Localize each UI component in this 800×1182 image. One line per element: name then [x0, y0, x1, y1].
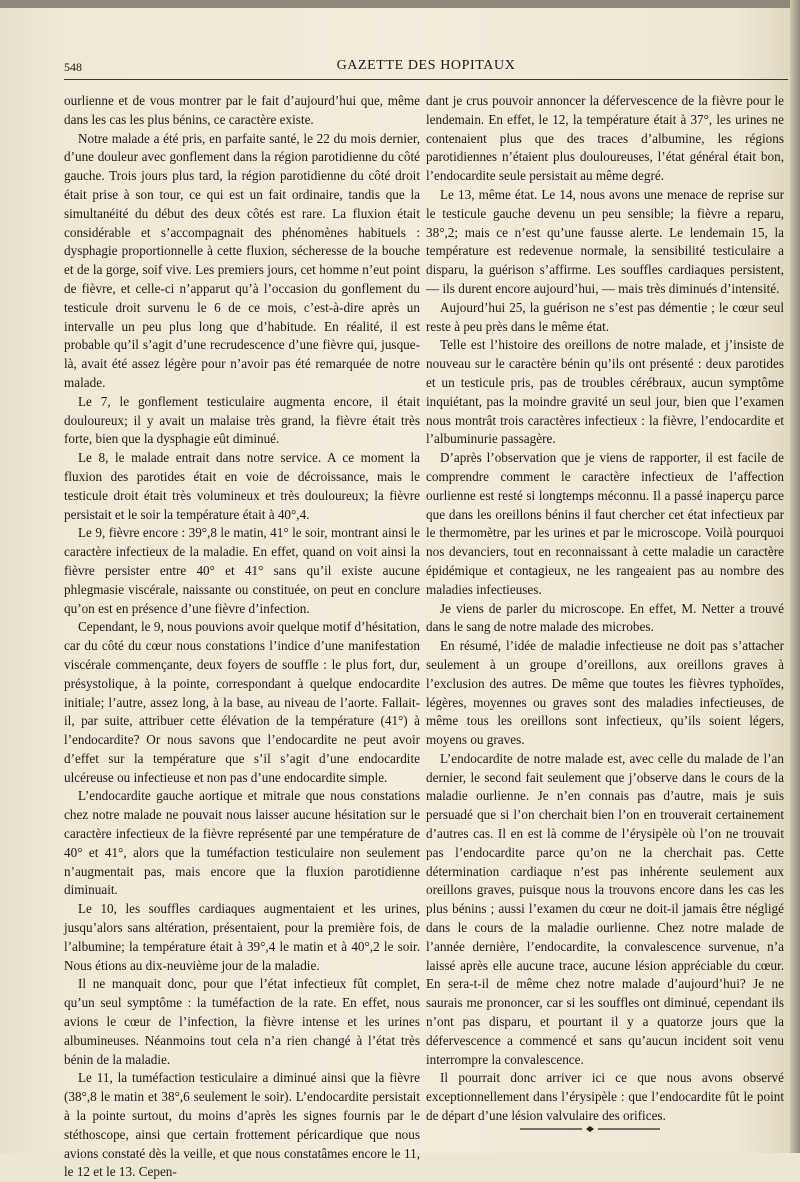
- paragraph: Le 8, le malade entrait dans notre service. A ce moment la fluxion des parotides était en voie de décroissance, mais le testicule droit était très volumineux et très douloureux; la fièvre persistait et le soir la température était à 40°,4.: [64, 450, 420, 522]
- paragraph: Il ne manquait donc, pour que l’état infectieux fût complet, qu’un seul symptôme : la tuméfaction de la rate. En effet, nous avions le cœur de l’infection, la fièvre intense et les urines albumineuses. Néanmoins tout cela n’a rien changé à l’état très bénin de la maladie.: [64, 976, 420, 1067]
- paragraph: Je viens de parler du microscope. En effet, M. Netter a trouvé dans le sang de notre malade des microbes.: [426, 600, 784, 635]
- paragraph: Le 11, la tuméfaction testiculaire a diminué ainsi que la fièvre (38°,8 le matin et 38°,6 seulement le soir). L’endocardite persistait à la pointe surtout, du moins d’après les signes fournis par le stéthoscope, ainsi que certain frottement péricardique que nous avions constaté dès la veille, et que nous constatâmes encore le 11, le 12 et le 13. Cepen-: [64, 1070, 420, 1180]
- left-column: [64, 92, 420, 1182]
- paragraph: En résumé, l’idée de maladie infectieuse ne doit pas s’attacher seulement à un groupe d’oreillons, aux oreillons graves à l’exclusion des autres. De même que toutes les fièvres typhoïdes, légères, moyennes ou graves sont des maladies infectieuses, de même tous les oreillons sont infectieux, qu’ils soient légers, moyens ou graves.: [426, 638, 784, 748]
- paragraph: L’endocardite de notre malade est, avec celle du malade de l’an dernier, le second fait seulement que j’observe dans le cours de la maladie ourlienne. Je n’en connais pas d’autre, mais je suis persuadé que si l’on cherchait bien l’on en trouverait certainement d’autres cas. Il en est là comme de l’érysipèle où l’on ne trouvait pas l’endocardite parce qu’on ne la cherchait pas. Cette détermination cardiaque n’est pas inhérente seulement aux oreillons graves, puisque nous la trouvons encore dans les cas les plus bénins ; aussi l’examen du cœur ne doit-il jamais être négligé dans le cours de la maladie ourlienne. Chez notre malade de l’année dernière, l’endocardite, la convalescence survenue, n’a laissé après elle aucune trace, aucune lésion appréciable du cœur. En sera-t-il de même chez notre malade d’aujourd’hui? Je ne saurais me prononcer, car si les souffles ont diminué, cependant ils n’ont pas disparu, et pourtant il y a quatorze jours que la défervescence a commencé et sans qu’aucun incident soit venu interrompre la convalescence.: [426, 750, 784, 1067]
- running-title: GAZETTE DES HOPITAUX: [336, 58, 516, 73]
- paragraph: ourlienne et de vous montrer par le fait d’aujourd’hui que, même dans les cas les plus bénins, ce caractère existe.: [64, 93, 420, 127]
- right-column: [426, 92, 784, 1126]
- end-ornament: [520, 1125, 660, 1133]
- paragraph: Notre malade a été pris, en parfaite santé, le 22 du mois dernier, d’une douleur avec gonflement dans la région parotidienne du côté gauche. Trois jours plus tard, la région parotidienne du côté droit était prise à son tour, ce qui est un fait ordinaire, tandis que la simultanéité du début des deux côtés est rare. La fluxion était considérable et s’accompagnait des phénomènes habituels : dysphagie proportionnelle à cette fluxion, sécheresse de la bouche et de la gorge, soif vive. Les premiers jours, cet homme n’eut point de fièvre, et celle-ci n’apparut qu’à l’occasion du gonflement du testicule droit survenu le 6 de ce mois, c’est-à-dire après un intervalle un peu plus long que d’habitude. En réalité, il est probable qu’il s’agit d’une recrudescence d’une fièvre qui, jusque-là, avait été assez légère pour n’avoir pas été remarquée de notre malade.: [64, 130, 420, 390]
- paragraph: Telle est l’histoire des oreillons de notre malade, et j’insiste de nouveau sur le caractère bénin qu’ils ont présenté : deux parotides et un testicule pris, pas de troubles cérébraux, aucun symptôme inquiétant, pas la moindre gravité un seul jour, bien que l’examen nous montrât trois caractères infectieux : la fièvre, l’endocardite et l’albuminurie passagère.: [426, 337, 784, 447]
- paragraph: Le 7, le gonflement testiculaire augmenta encore, il était douloureux; il y avait un malaise très grand, la fièvre était très forte, bien que la dysphagie eût diminué.: [64, 393, 420, 447]
- paragraph: Le 9, fièvre encore : 39°,8 le matin, 41° le soir, montrant ainsi le caractère infectieux de la maladie. En effet, quand on voit ainsi la fièvre persister entre 40° et 41° sans qu’il existe aucune phlegmasie viscérale, naissante ou constituée, on peut en conclure qu’on est en présence d’une fièvre d’infection.: [64, 525, 420, 616]
- paragraph: L’endocardite gauche aortique et mitrale que nous constations chez notre malade ne pouvait nous laisser aucune hésitation sur le caractère infectieux de la fièvre représenté par une température de 40° et 41°, alors que la tuméfaction testiculaire non seulement n’augmentait pas, mais encore que la fluxion parotidienne diminuait.: [64, 788, 420, 898]
- paragraph: Le 10, les souffles cardiaques augmentaient et les urines, jusqu’alors sans altération, présentaient, pour la première fois, de l’albumine; la température était à 39°,4 le matin et à 40°,2 le soir. Nous étions au dix-neuvième jour de la maladie.: [64, 901, 420, 973]
- paragraph: Le 13, même état. Le 14, nous avons une menace de reprise sur le testicule gauche devenu un peu sensible; la fièvre a reparu, 38°,2; mais ce n’est qu’une fausse alerte. Le lendemain 15, la température est redevenue normale, la sensibilité testiculaire a disparu, la guérison s’affirme. Les souffles cardiaques persistent, — ils durent encore aujourd’hui, — mais très diminués d’intensité.: [426, 186, 784, 296]
- scan-right-edge: [790, 0, 800, 1153]
- paragraph: Aujourd’hui 25, la guérison ne s’est pas démentie ; le cœur seul reste à peu près dans le même état.: [426, 299, 784, 334]
- paragraph: dant je crus pouvoir annoncer la défervescence de la fièvre pour le lendemain. En effet, le 12, la température était à 37°, les urines ne contenaient plus que des traces d’albumine, les régions parotidiennes n’étaient plus douloureuses, l’état général était bon, l’endocardite seule persistait au même degré.: [426, 93, 784, 184]
- scan-top-edge: [0, 0, 800, 8]
- page-number: 548: [64, 60, 82, 74]
- header-rule: [64, 79, 788, 80]
- paragraph: Cependant, le 9, nous pouvions avoir quelque motif d’hésitation, car du côté du cœur nous constations l’indice d’une manifestation viscérale commençante, deux foyers de souffle : le plus fort, dur, présystolique, à la pointe, correspondant à quelque endocardite initiale; l’autre, assez long, à la base, au niveau de l’aorte. Fallait-il, par suite, attribuer cette élévation de la température (41°) à l’endocardite? Or nous savons que l’endocardite ne peut avoir d’effet sur la température que s’il s’agit d’une endocardite ulcéreuse ou infectieuse et non pas d’une endocardite simple.: [64, 619, 420, 785]
- paragraph: Il pourrait donc arriver ici ce que nous avons observé exceptionnellement dans l’érysipèle : que l’endocardite fût le point de départ d’une lésion valvulaire des orifices.: [426, 1070, 784, 1124]
- paragraph: D’après l’observation que je viens de rapporter, il est facile de comprendre comment le caractère infectieux de l’affection ourlienne est resté si longtemps méconnu. Il a passé inaperçu parce que dans les oreillons bénins il faut chercher cet état infectieux par le thermomètre, par les urines et par le microscope. Voilà pourquoi nos devanciers, tout en reconnaissant à cette maladie un caractère épidémique et contagieux, ne les rangeaient pas au nombre des maladies infectieuses.: [426, 450, 784, 597]
- page-header: [64, 58, 788, 80]
